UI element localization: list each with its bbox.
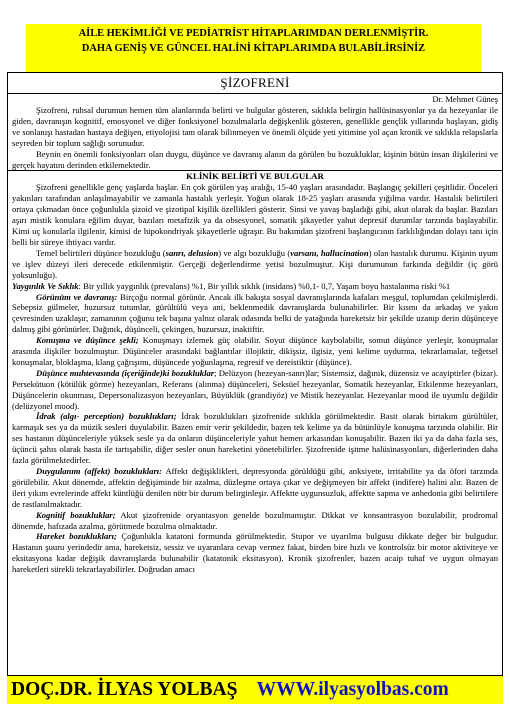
speech-label: Konuşma ve düşünce şekli; — [36, 335, 139, 346]
speech-text: Konuşmayı izlemek güç olabilir. Soyut düşünce kaybolabilir, somut düşünce yerleşir, konuşmalar arasında ilişkiler bozulmuştur. Düşünceler arasındaki bağlantılar illojiktir, dikişsiz, ilgisiz, yeni kelime uydurma, tekrarlamalar, teğetsel konuşmalar, bloklaşma, klang çağrışımı, düşüncede yoğunlaşma, regresif ve dereistiktir (düşünce). — [12, 335, 498, 367]
affect-label: Duygulanım (affekt) bozuklukları: — [36, 466, 163, 476]
basic-text-2: ) ve algı bozukluğu ( — [218, 247, 291, 258]
basic-text-3: ) olan hastalık durumu. Kişinin uyum ve işlev düzeyi ileri derecede etkilenmiştir. Gerçeği değerlendirme yetisi bozulmuştur. Kişi durumunun farkında değildir (iç görü yoksunluğu). — [12, 247, 498, 280]
basic-text-1: Temel belirtileri düşünce bozukluğu ( — [36, 247, 166, 258]
footer-website-link[interactable]: WWW.ilyasyolbas.com — [256, 679, 449, 700]
footer-banner — [7, 676, 503, 704]
article-body — [8, 105, 502, 575]
banner-line-1: AİLE HEKİMLİĞİ VE PEDİATRİST HİTAPLARIMDAN DERLENMİŞTİR. — [78, 28, 429, 39]
basic-symptoms-paragraph — [12, 248, 498, 281]
movement-paragraph — [12, 531, 498, 575]
perception-paragraph — [12, 411, 498, 466]
appearance-paragraph — [12, 292, 498, 336]
thought-content-paragraph — [12, 368, 498, 412]
affect-text: Affekt değişiklikleri, depresyonda görüldüğü gibi, anksiyete, irritabilite ya da öfori tarzında görülebilir. Akut dönemde, affektin değişiminde bir azalma, düzleşme ortaya çıkar ve değişmeyen bir affekt (indifere) halini alır. Bazen de ileri yıkım evrelerinde affekt küntlüğü denilen nötr bir durum belirginleşir. Affektte uygunsuzluk, affektte sapma ve anhedonia gibi belirtilere de rastlanılmaktadır. — [12, 466, 498, 509]
cognitive-text: Akut şizofrenide oryantasyon genelde bozulmamıştır. Dikkat ve konsantrasyon bozulabilir, prodromal dönemde, hafızada azalma, görütmede bozulma olmaktadır. — [12, 509, 498, 531]
frequency-paragraph — [12, 281, 498, 292]
appearance-text: Birçoğu normal görünür. Ancak ilk bakışta sosyal davranışlarında kafaları meşgul, toplumdan çekilmişlerdi. Sebepsiz gülmeler, huzursuz tutumlar, gürültülü veya ani, beklenmedik davranışlarda bulunabilirler. Bir kısmı da arkadaş ve yakın çevresinden uzaklaşır, zamanının çoğunu tek başına yalnız olarak odasında belki de yatağında hareketsiz bir şekilde uzanıp derin düşünceye dalmış gibi görünürler. Dağınık, düşünceli, çekingen, huzursuz, inaktiftir. — [12, 291, 498, 335]
frequency-label: Yaygınlık Ve Sıklık — [12, 280, 79, 291]
speech-paragraph — [12, 335, 498, 368]
affect-paragraph — [12, 466, 498, 510]
term-varsani: varsanı, hallucination — [290, 247, 369, 258]
movement-text: Çoğunlukla katatoni formunda görülmektedir. Stupor ve uyarılma bulgusu dikkate değer bir bulgudur. Hastanın şuuru yerindedir ama, hareketsiz, sessiz ve uyaranlara cevap vermez fakat, birden bire hızlı ve kontrolsüz bir motor aktiviteye ve eksitasyona kadar değişik davranışlarda bulunabilir (katatonik eksitasyon). Kronik şizofrenler, bazen acaip tuhaf ve uygun olmayan hareketleri sürekli tekrarlayabilirler. Doğrudan amacı — [12, 531, 498, 575]
intro-paragraph-1: Şizofreni, ruhsal durumun hemen tüm alanlarında belirti ve bulgular gösteren, sıklıkla belirgin hallüsinasyonlar ya da hezeyanlar ile giden, davranışın kognitif, emosyonel ve diğer fonksiyonel bozulmalarla değişkenlik gösteren, genellikle gençlik yıllarında başlayan, gidiş ve sonlanışı hastadan hastaya değişen, etiyolojisi tam olarak bilinmeyen ve önemli ölçüde yeti yitimine yol açan kronik ve sıklıkla relapslarla seyreden bir toplum sağlığı sorunudur. — [12, 105, 498, 148]
movement-label: Hareket bozuklukları; — [36, 531, 117, 542]
intro-paragraph-2: Beynin en önemli fonksiyonları olan duygu, düşünce ve davranış alanın da görülen bu bozukluklar, kişinin bütün insan ilişkilerini ve gerçek hayatını derinden etkilemektedir. — [12, 148, 498, 170]
cognitive-paragraph — [12, 510, 498, 532]
frequency-text: : Bir yıllık yaygınlık (prevalans) %1, Bir yıllık sıklık (insidans) %0,1- 0,7, Yaşam boyu hastalanma riski %1 — [78, 280, 451, 291]
banner-line-2: DAHA GENİŞ VE GÜNCEL HALİNİ KİTAPLARIMDA BULABİLİRSİNİZ — [81, 43, 426, 54]
footer-author-name: DOÇ.DR. İLYAS YOLBAŞ — [11, 679, 238, 700]
appearance-label: Görünüm ve davranış: — [36, 291, 118, 302]
thought-content-label: Düşünce muhtevasında (içeriğinde)ki bozukluklar — [36, 367, 215, 378]
perception-label: İdrak (algı- perception) bozuklukları; — [36, 411, 177, 422]
article-frame — [7, 72, 503, 676]
section-heading: KLİNİK BELİRTİ VE BULGULAR — [8, 170, 502, 182]
thought-content-text: ; Delüzyon (hezeyan-sanrı)lar; Sistemsiz, dağınık, düzensiz ve acayiptirler (bizar). Persekütuon (kötülük görme) hezeyanları, Referans (alınma) düşünceleri, Seksüel hezeyanlar, Somatik hezeyanlar, Etkilenme hezeyanları, Düşüncelerin okunması, Depersonalizasyon hezeyanları, Büyüklük (grandiyöz) ve Mistik hezeyanlar. Hezeyanlar mood ile uyumlu değildir (delüzyonel mood). — [12, 367, 498, 411]
perception-text: İdrak bozuklukları şizofrenide sıklıkla görülmektedir. Basit olarak birtakım gürültüler, karmaşık ses ya da müzik sesleri duyulabilir. Bazen emir verir şekildedir, bazen tek kelime ya da bütünlüyle konuşma tarzında olabilir. Bir ses hastanın düşünceleriyle yüksek sesle ya da onların düşünceleriyle yahut hemen arkasından konuşabilir. Bazen iki ya da daha fazla ses, üçüncü şahıs olarak hasta ile tartışabilir, diğer sesler onun hareketini yönetebilirler. Şizofrenide işitme halüsinasyonları, diğerlerinden daha fazla görülmektedirler. — [12, 411, 499, 466]
onset-paragraph: Şizofreni genellikle genç yaşlarda başlar. En çok görülen yaş aralığı, 15-40 yaşları arasındadır. Başlangıç şekilleri çeşitlidir. Önceleri yakınları tarafından anlaşılmayabilir ve zamanla hastalık yerleşir. Yoğun olarak 18-25 yaşları arasında yığılma vardır. Hastalık belirtileri ortaya çıkmadan önce çoğunlukla şizoid ve şizotipal kişilik özellikleri gösterir. Sinsi ve yavaş başladığı gibi, akut olarak da başlar. Bazıları aşırı mistik konulara eğilim duyar, bazıları metafizik ya da obsesyonel, somatik şikayetler yahut depresif durumlar tarzında başlayabilir. Kimi uç konularla ilgilenir, kimisi de hipokondriyak şikayetlerle uğraşır. Bu bakımdan şizofreni başlangıcının farklılığından dolayı tanı için belli bir süreye ihtiyacı vardır. — [12, 182, 498, 247]
header-banner — [26, 24, 481, 72]
term-sanri: sanrı, delusion — [165, 247, 219, 258]
article-title: ŞİZOFRENİ — [8, 73, 502, 94]
cognitive-label: Kognitif bozukluklar; — [36, 509, 116, 520]
article-author: Dr. Mehmet Güneş — [432, 94, 498, 104]
